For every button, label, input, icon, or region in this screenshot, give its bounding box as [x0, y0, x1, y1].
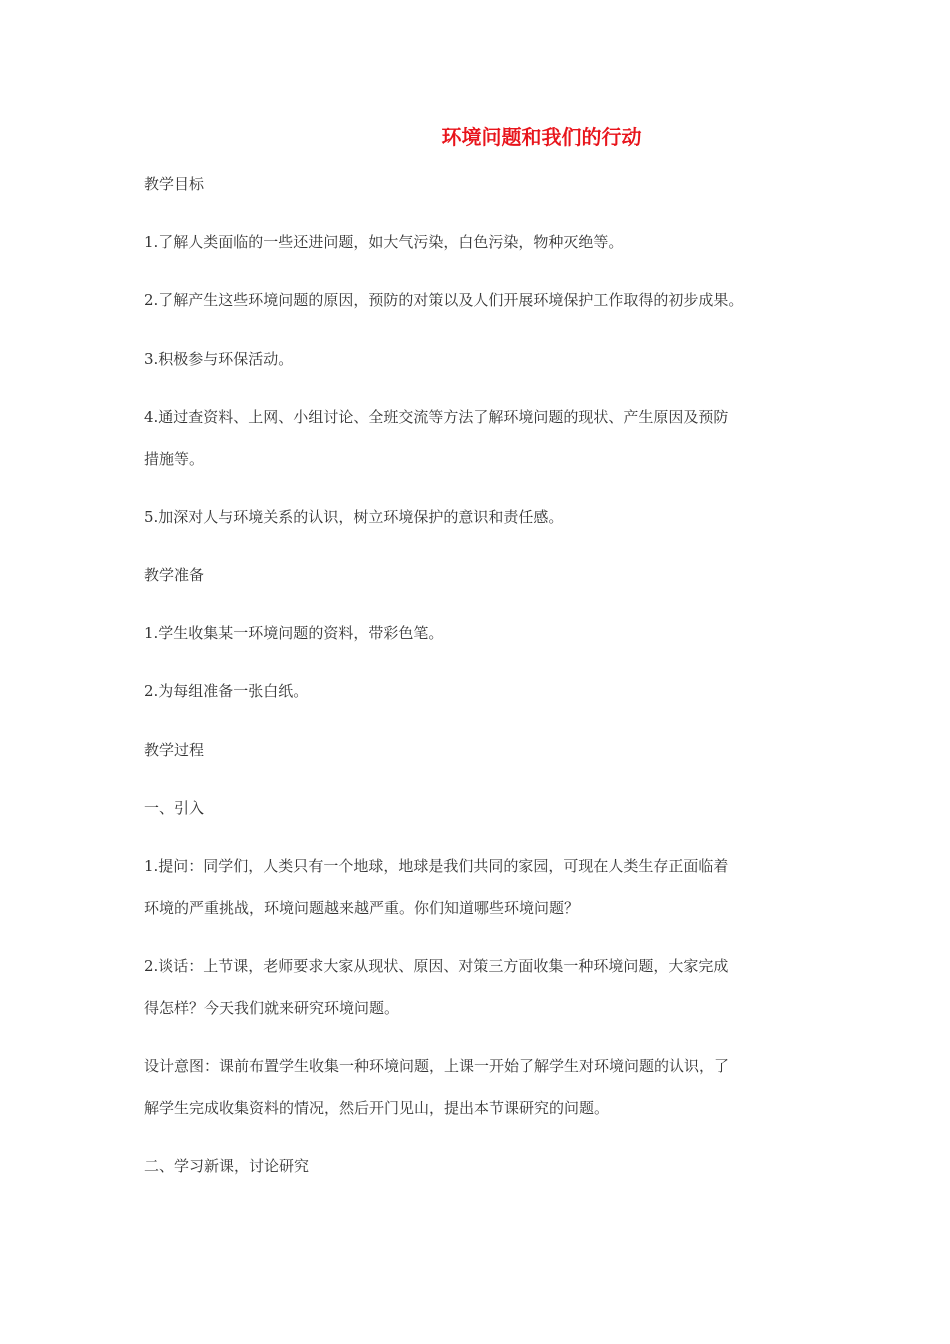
paragraph-line: 措施等。	[144, 450, 205, 468]
paragraph-line: 1.提问：同学们，人类只有一个地球，地球是我们共同的家园，可现在人类生存正面临着	[144, 857, 729, 875]
subsection-heading-new-lesson: 二、学习新课，讨论研究	[144, 1157, 310, 1175]
paragraph-line: 设计意图：课前布置学生收集一种环境问题，上课一开始了解学生对环境问题的认识，了	[144, 1057, 730, 1075]
section-heading-objectives: 教学目标	[144, 175, 205, 193]
paragraph-line: 5.加深对人与环境关系的认识，树立环境保护的意识和责任感。	[144, 508, 564, 526]
subsection-heading-intro: 一、引入	[144, 799, 205, 817]
section-heading-process: 教学过程	[144, 741, 205, 759]
paragraph-line: 1.了解人类面临的一些还进问题，如大气污染，白色污染，物种灭绝等。	[144, 233, 624, 251]
paragraph-line: 环境的严重挑战，环境问题越来越严重。你们知道哪些环境问题？	[144, 899, 580, 917]
document-title: 环境问题和我们的行动	[441, 125, 642, 149]
paragraph-line: 2.了解产生这些环境问题的原因，预防的对策以及人们开展环境保护工作取得的初步成果。	[144, 291, 744, 309]
section-heading-preparation: 教学准备	[144, 566, 205, 584]
paragraph-line: 1.学生收集某一环境问题的资料，带彩色笔。	[144, 624, 444, 642]
paragraph-line: 2.为每组准备一张白纸。	[144, 682, 309, 700]
paragraph-line: 2.谈话：上节课，老师要求大家从现状、原因、对策三方面收集一种环境问题，大家完成	[144, 957, 729, 975]
paragraph-line: 得怎样？今天我们就来研究环境问题。	[144, 999, 400, 1017]
paragraph-line: 3.积极参与环保活动。	[144, 350, 294, 368]
paragraph-line: 解学生完成收集资料的情况，然后开门见山，提出本节课研究的问题。	[144, 1099, 610, 1117]
paragraph-line: 4.通过查资料、上网、小组讨论、全班交流等方法了解环境问题的现状、产生原因及预防	[144, 408, 729, 426]
